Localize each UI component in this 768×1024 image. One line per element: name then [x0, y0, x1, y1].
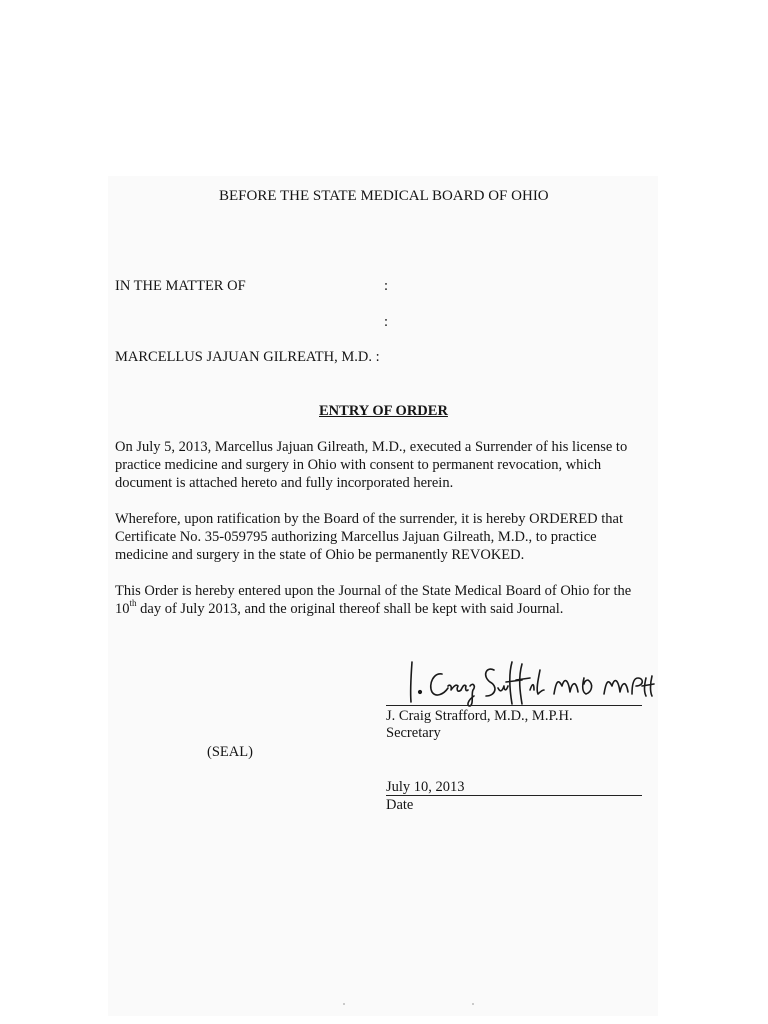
- paragraph-line: practice medicine and surgery in Ohio with consent to permanent revocation, which: [115, 457, 602, 473]
- day-number: 10: [115, 601, 130, 617]
- date-line: [386, 795, 642, 796]
- journal-text: day of July 2013, and the original thereof shall be kept with said Journal.: [136, 601, 564, 617]
- paragraph-journal: [115, 582, 655, 618]
- handwritten-signature: [398, 656, 656, 712]
- paragraph-line: [115, 600, 655, 618]
- seal-placeholder: (SEAL): [207, 744, 253, 760]
- paragraph-surrender: [115, 438, 655, 492]
- scan-speck: [472, 1003, 474, 1005]
- board-caption: BEFORE THE STATE MEDICAL BOARD OF OHIO: [219, 188, 549, 204]
- matter-label: IN THE MATTER OF: [115, 278, 246, 294]
- paragraph-line: On July 5, 2013, Marcellus Jajuan Gilreath, M.D., executed a Surrender of his license to: [115, 439, 628, 455]
- document-heading: ENTRY OF ORDER: [319, 403, 448, 419]
- date-label: Date: [386, 797, 414, 813]
- scan-speck: [343, 1003, 345, 1005]
- paragraph-line: Certificate No. 35-059795 authorizing Marcellus Jajuan Gilreath, M.D., to practice: [115, 529, 597, 545]
- respondent-name: MARCELLUS JAJUAN GILREATH, M.D. :: [115, 349, 380, 365]
- signer-title: Secretary: [386, 725, 441, 741]
- paragraph-line: Wherefore, upon ratification by the Board of the surrender, it is hereby ORDERED that: [115, 511, 623, 527]
- paragraph-order: [115, 510, 655, 564]
- signature-line: [386, 705, 642, 706]
- caption-colon: :: [384, 314, 389, 330]
- paragraph-line: This Order is hereby entered upon the Journal of the State Medical Board of Ohio for the: [115, 583, 632, 599]
- signer-name: J. Craig Strafford, M.D., M.P.H.: [386, 708, 573, 724]
- order-date: July 10, 2013: [386, 779, 465, 795]
- day-suffix: th: [129, 598, 137, 609]
- caption-colon: :: [384, 278, 389, 294]
- paragraph-line: medicine and surgery in the state of Ohio be permanently REVOKED.: [115, 547, 525, 563]
- paragraph-line: document is attached hereto and fully incorporated herein.: [115, 475, 454, 491]
